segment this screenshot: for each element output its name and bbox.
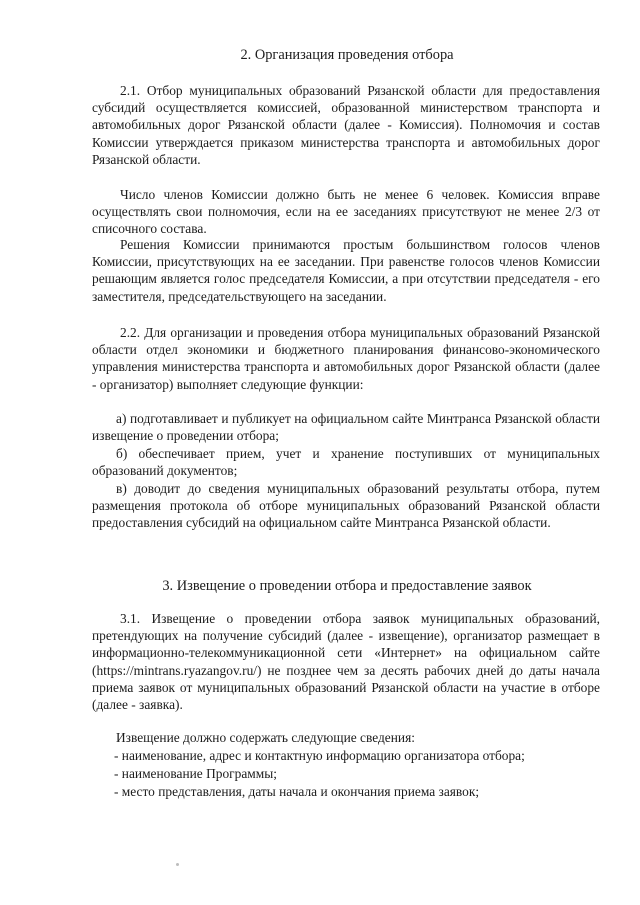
- paragraph-3-1: 3.1. Извещение о проведении отбора заявок муниципальных образований, претендующих на получение субсидий (далее - извещение), организатор размещает в информационно-телекоммуникационной сети «Интернет» на официальном сайте (https://mintrans.ryazangov.ru/) не позднее чем за десять рабочих дней до даты начала приема заявок от муниципальных образований Рязанской области на участие в отборе (далее - заявка).: [92, 611, 600, 713]
- list-item: - наименование, адрес и контактную информацию организатора отбора;: [114, 748, 525, 763]
- function-a: а) подготавливает и публикует на официальном сайте Минтранса Рязанской области извещение о проведении отбора;: [92, 411, 600, 444]
- paragraph-notice-contents: Извещение должно содержать следующие сведения:: [116, 730, 415, 745]
- scan-speck: [176, 863, 179, 866]
- paragraph-2-1: 2.1. Отбор муниципальных образований Рязанской области для предоставления субсидий осуществляется комиссией, образованной министерством транспорта и автомобильных дорог Рязанской области (далее - Комиссия). Полномочия и состав Комиссии утверждается приказом министерства транспорта и автомобильных дорог Рязанской области.: [92, 83, 600, 167]
- paragraph-decisions: Решения Комиссии принимаются простым большинством голосов членов Комиссии, присутствующих на ее заседании. При равенстве голосов членов Комиссии решающим является голос председателя Комиссии, а при отсутствии председателя - его заместителя, председательствующего на заседании.: [92, 237, 600, 304]
- section-2-title: 2. Организация проведения отбора: [240, 47, 454, 63]
- function-v: в) доводит до сведения муниципальных образований результаты отбора, путем размещения протокола об отборе муниципальных образований Рязанской области предоставления субсидий на официальном сайте Минтранса Рязанской области.: [92, 481, 600, 531]
- function-b: б) обеспечивает прием, учет и хранение поступивших от муниципальных образований документов;: [92, 446, 600, 479]
- paragraph-2-2: 2.2. Для организации и проведения отбора муниципальных образований Рязанской области отдел экономики и бюджетного планирования финансово-экономического управления министерства транспорта и автомобильных дорог Рязанской области (далее - организатор) выполняет следующие функции:: [92, 325, 600, 392]
- list-item: - наименование Программы;: [114, 766, 277, 781]
- section-3-title: 3. Извещение о проведении отбора и предоставление заявок: [162, 578, 532, 594]
- list-item: - место представления, даты начала и окончания приема заявок;: [114, 784, 480, 799]
- paragraph-members-count: Число членов Комиссии должно быть не менее 6 человек. Комиссия вправе осуществлять свои полномочия, если на ее заседаниях присутствуют не менее 2/3 от списочного состава.: [92, 187, 600, 237]
